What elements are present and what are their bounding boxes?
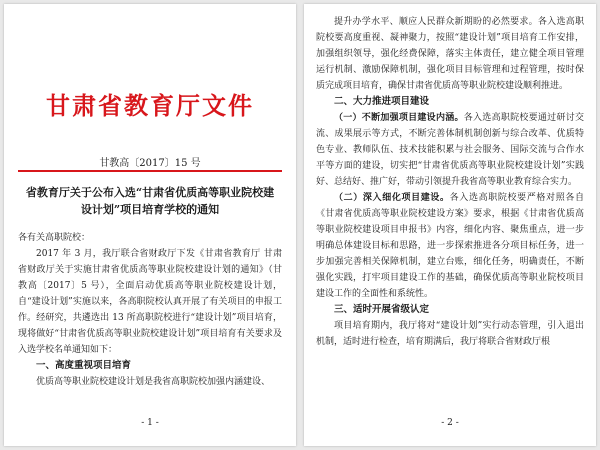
notice-title: 省教育厅关于公布入选“甘肃省优质高等职业院校建设计划”项目培育学校的通知 xyxy=(25,186,275,216)
section2-sub1-text: 各入选高职院校要通过研讨交流、成果展示等方式，不断完善体制机制创新与综合改革、优质特色专业、教师队伍、技术技能积累与社会服务、国际交流与合作水平等方面的建设，切实把“甘肃省优质高等职业院校建设计划”实践好、总结好、推广好，带动引领提升我省高等职业教育综合实力。 xyxy=(316,113,584,187)
section3-text: 项目培育期内，我厅将对“建设计划”实行动态管理，引入退出机制，适时进行检查，培育期满后，我厅将联合省财政厅根 xyxy=(316,321,584,347)
red-divider-line xyxy=(18,170,282,172)
section2-sub2-text: 各入选高职院校要严格对照各自《甘肃省优质高等职业院校建设方案》要求，根据《甘肃省优质高等职业院校建设项目申报书》内容，细化内容、聚焦重点，进一步明确总体建设目标和思路，进一步探索推进各分项目标任务，进一步加强完善相关保障机制，建立台账，细化任务，明确责任，不断强化实践，打牢项目建设工作的基础，确保优质高等职业院校项目建设工作的全面性和系统性。 xyxy=(316,193,584,299)
section2-sub2-label: （二）深入细化项目建设。 xyxy=(334,193,450,203)
section2-sub2-paragraph xyxy=(316,190,584,302)
page-number: - 2 - xyxy=(441,418,459,428)
section2-heading: 二、大力推进项目建设 xyxy=(334,96,430,107)
document-page-1 xyxy=(4,4,296,446)
section2-sub1-label: （一）不断加强项目建设内涵。 xyxy=(334,113,464,123)
section2-sub1-paragraph xyxy=(316,110,584,190)
salutation: 各有关高职院校： xyxy=(18,233,91,243)
intro-paragraph: 2017 年 3 月，我厅联合省财政厅下发《甘肃省教育厅 甘肃省财政厅关于实施甘肃省优质高等职业院校建设计划的通知》（甘教高〔2017〕5 号），全面启动优质高等职业院校建设计划，自“建设计划”实施以来，各高职院校认真开展了有关项目的申报工作。经研究，共遴选出 13 所高职院校进行“建设计划”项目培育，现将做好“甘肃省优质高等职业院校建设计划”项目培育有关要求及入选学校名单通知如下： xyxy=(18,249,282,355)
section3-heading: 三、适时开展省级认定 xyxy=(334,304,430,315)
section1-text: 优质高等职业院校建设计划是我省高职院校加强内涵建设、 xyxy=(36,377,271,387)
document-number: 甘教高〔2017〕15 号 xyxy=(99,158,201,169)
page1-body xyxy=(18,230,282,390)
document-page-2 xyxy=(304,4,596,446)
section1-heading: 一、高度重视项目培育 xyxy=(36,360,132,371)
page2-body xyxy=(316,14,584,350)
page-number: - 1 - xyxy=(141,418,159,428)
document-header-title: 甘肃省教育厅文件 xyxy=(46,91,254,120)
continued-paragraph: 提升办学水平、顺应人民群众新期盼的必然要求。各入选高职院校要高度重视、凝神聚力，按照“建设计划”项目培育工作安排，加强组织领导，强化经费保障，落实主体责任，建立健全项目管理运行机制、激励保障机制，强化项目目标管理和过程管理，按时保质完成项目培育，确保甘肃省优质高等职业院校建设顺利推进。 xyxy=(316,17,584,91)
